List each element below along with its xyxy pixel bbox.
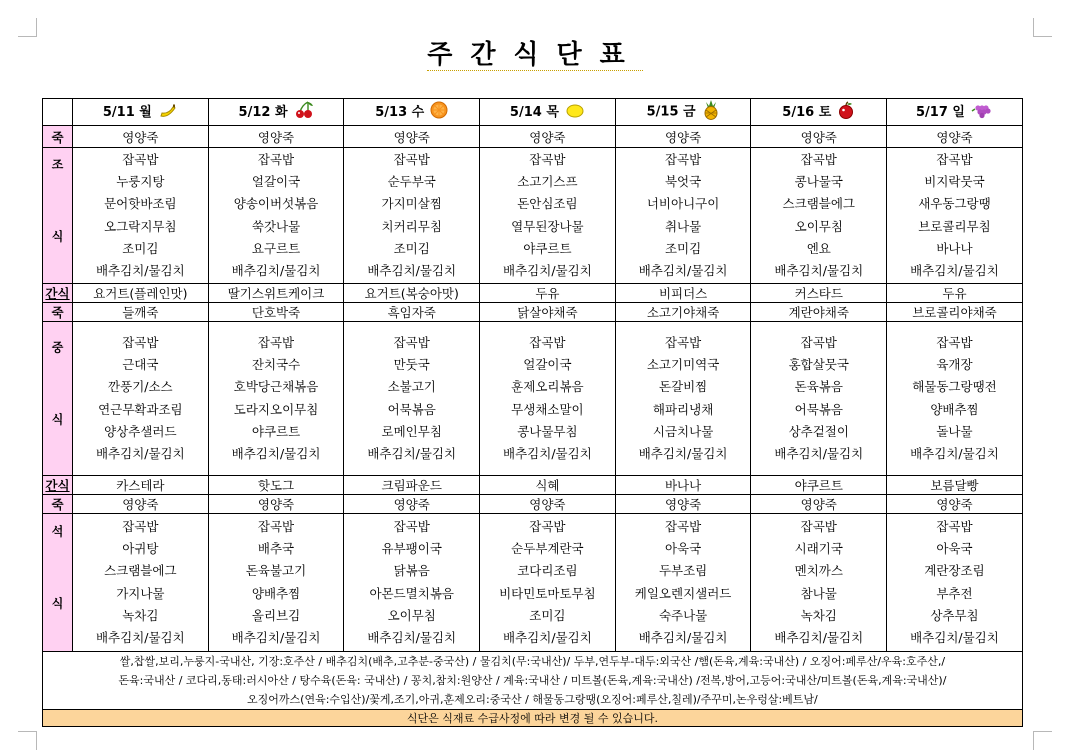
- menu-cell: 잡곡밥 소고기미역국 돈갈비찜 해파리냉채 시금치나물 배추김치/물김치: [615, 322, 751, 476]
- page-corner-mark: [18, 731, 37, 750]
- menu-cell: 소고기야채죽: [615, 303, 751, 322]
- row-label: 중 식: [43, 322, 73, 476]
- menu-cell: 카스테라: [73, 476, 209, 495]
- row-label: 죽: [43, 303, 73, 322]
- menu-cell: 바나나: [615, 476, 751, 495]
- row-label: 석 식: [43, 514, 73, 652]
- menu-cell: 잡곡밥 시래기국 멘치까스 참나물 녹차김 배추김치/물김치: [751, 514, 887, 652]
- lunch-row: [43, 322, 1023, 476]
- menu-cell: 영양죽: [73, 126, 209, 148]
- origin-line: 쌀,찹쌀,보리,누룽지-국내산, 기장:호주산 / 배추김치(배추,고추분-중국산) / 물김치(무:국내산)/ 두부,연두부-대두:외국산 /햄(돈육,계육:국내산) / 오징어:페루산/우육:호주산,/: [119, 655, 946, 668]
- row-label: 조 식: [43, 148, 73, 284]
- menu-cell: 영양죽: [344, 495, 480, 514]
- menu-cell: 잡곡밥 만둣국 소불고기 어묵볶음 로메인무침 배추김치/물김치: [344, 322, 480, 476]
- menu-cell: 크림파운드: [344, 476, 480, 495]
- day-header: 5/15 금: [615, 99, 751, 126]
- menu-cell: 잡곡밥 육개장 해물동그랑땡전 양배추찜 돌나물 배추김치/물김치: [887, 322, 1023, 476]
- day-header: 5/13 수: [344, 99, 480, 126]
- day-header: 5/14 목: [480, 99, 616, 126]
- origin-info-row: [43, 652, 1023, 710]
- menu-cell: 비피더스: [615, 284, 751, 303]
- menu-cell: 잡곡밥 근대국 깐풍기/소스 연근무확과조림 양상추샐러드 배추김치/물김치: [73, 322, 209, 476]
- menu-cell: 영양죽: [480, 495, 616, 514]
- menu-cell: 식혜: [480, 476, 616, 495]
- row-label: 죽: [43, 126, 73, 148]
- menu-cell: 영양죽: [73, 495, 209, 514]
- lemon-icon: [565, 103, 585, 123]
- menu-cell: 잡곡밥 북엇국 너비아니구이 취나물 조미김 배추김치/물김치: [615, 148, 751, 284]
- apple-icon: [837, 101, 855, 123]
- breakfast-row: [43, 148, 1023, 284]
- page-title: 주간식단표: [427, 40, 643, 70]
- menu-cell: 잡곡밥 아욱국 계란장조림 부추전 상추무침 배추김치/물김치: [887, 514, 1023, 652]
- menu-cell: 영양죽: [615, 495, 751, 514]
- origin-info: [43, 652, 1023, 710]
- day-header: 5/16 토: [751, 99, 887, 126]
- menu-cell: 들깨죽: [73, 303, 209, 322]
- row-label: 죽: [43, 495, 73, 514]
- menu-cell: 잡곡밥 순두부국 가지미살찜 치커리무침 조미김 배추김치/물김치: [344, 148, 480, 284]
- day-header: 5/17 일: [887, 99, 1023, 126]
- weekly-menu-table: [42, 98, 1023, 727]
- menu-cell: 잡곡밥 잔치국수 호박당근채볶음 도라지오이무침 야쿠르트 배추김치/물김치: [208, 322, 344, 476]
- menu-cell: 잡곡밥 아귀탕 스크램블에그 가지나물 녹차김 배추김치/물김치: [73, 514, 209, 652]
- notice-row: [43, 710, 1023, 727]
- menu-cell: 핫도그: [208, 476, 344, 495]
- menu-cell: 두유: [887, 284, 1023, 303]
- menu-cell: 요거트(복숭아맛): [344, 284, 480, 303]
- menu-cell: 영양죽: [480, 126, 616, 148]
- menu-cell: 요거트(플레인맛): [73, 284, 209, 303]
- menu-cell: 잡곡밥 홍합살뭇국 돈육볶음 어묵볶음 상추겉절이 배추김치/물김치: [751, 322, 887, 476]
- cherry-icon: [294, 101, 314, 123]
- menu-cell: 잡곡밥 배추국 돈육불고기 양배추찜 올리브김 배추김치/물김치: [208, 514, 344, 652]
- row-label: 간식: [43, 476, 73, 495]
- menu-cell: 영양죽: [344, 126, 480, 148]
- orange-icon: [430, 101, 448, 123]
- menu-cell: 영양죽: [887, 126, 1023, 148]
- menu-cell: 영양죽: [208, 495, 344, 514]
- menu-cell: 커스타드: [751, 284, 887, 303]
- snack-row: [43, 476, 1023, 495]
- menu-cell: 영양죽: [208, 126, 344, 148]
- menu-cell: 브로콜리야채죽: [887, 303, 1023, 322]
- menu-cell: 계란야채죽: [751, 303, 887, 322]
- grape-icon: [971, 103, 993, 123]
- banana-icon: [158, 103, 178, 123]
- menu-cell: 잡곡밥 아욱국 두부조림 케일오렌지샐러드 숙주나물 배추김치/물김치: [615, 514, 751, 652]
- row-label: 간식: [43, 284, 73, 303]
- menu-cell: 단호박죽: [208, 303, 344, 322]
- day-header-row: [43, 99, 1023, 126]
- snack-row: [43, 284, 1023, 303]
- menu-cell: 잡곡밥 순두부계란국 코다리조림 비타민토마토무침 조미김 배추김치/물김치: [480, 514, 616, 652]
- menu-cell: 잡곡밥 소고기스프 돈안심조림 열무된장나물 야쿠르트 배추김치/물김치: [480, 148, 616, 284]
- menu-cell: 보름달빵: [887, 476, 1023, 495]
- notice-text: 식단은 식재료 수급사정에 따라 변경 될 수 있습니다.: [43, 710, 1023, 727]
- menu-cell: 잡곡밥 누룽지탕 문어핫바조림 오그락지무침 조미김 배추김치/물김치: [73, 148, 209, 284]
- menu-cell: 딸기스위트케이크: [208, 284, 344, 303]
- menu-cell: 닭살야채죽: [480, 303, 616, 322]
- menu-cell: 영양죽: [751, 495, 887, 514]
- menu-cell: 영양죽: [615, 126, 751, 148]
- menu-cell: 야쿠르트: [751, 476, 887, 495]
- menu-cell: 영양죽: [887, 495, 1023, 514]
- menu-cell: 잡곡밥 비지락뭇국 새우동그랑땡 브로콜리무침 바나나 배추김치/물김치: [887, 148, 1023, 284]
- day-header: 5/11 월: [73, 99, 209, 126]
- menu-cell: 영양죽: [751, 126, 887, 148]
- menu-cell: 흑임자죽: [344, 303, 480, 322]
- porridge-row: [43, 495, 1023, 514]
- origin-line: 오징어까스(연육:수입산)/꽃게,조기,아귀,훈제오리:중국산 / 해물동그랑땡(오징어:페루산,칠레)/주꾸미,논우렁살:베트남/: [247, 693, 818, 706]
- menu-cell: 두유: [480, 284, 616, 303]
- menu-cell: 잡곡밥 얼갈이국 훈제오리볶음 무생채소말이 콩나물무침 배추김치/물김치: [480, 322, 616, 476]
- origin-line: 돈육:국내산 / 코다리,동태:러시아산 / 탕수육(돈육: 국내산) / 꽁치,참치:원양산 / 계육:국내산 / 미트볼(돈육,계육:국내산) /전복,방어,고등어:국내산/미트볼(돈육,계육:국내산)/: [118, 674, 947, 687]
- porridge-row: [43, 303, 1023, 322]
- pineapple-icon: [702, 100, 720, 124]
- menu-cell: 잡곡밥 유부팽이국 닭볶음 아몬드멸치볶음 오이무침 배추김치/물김치: [344, 514, 480, 652]
- menu-cell: 잡곡밥 콩나물국 스크램블에그 오이무침 엔요 배추김치/물김치: [751, 148, 887, 284]
- dinner-row: [43, 514, 1023, 652]
- corner-cell: [43, 99, 73, 126]
- porridge-row: [43, 126, 1023, 148]
- menu-cell: 잡곡밥 얼갈이국 양송이버섯볶음 쑥갓나물 요구르트 배추김치/물김치: [208, 148, 344, 284]
- page-corner-mark: [1033, 731, 1052, 750]
- day-header: 5/12 화: [208, 99, 344, 126]
